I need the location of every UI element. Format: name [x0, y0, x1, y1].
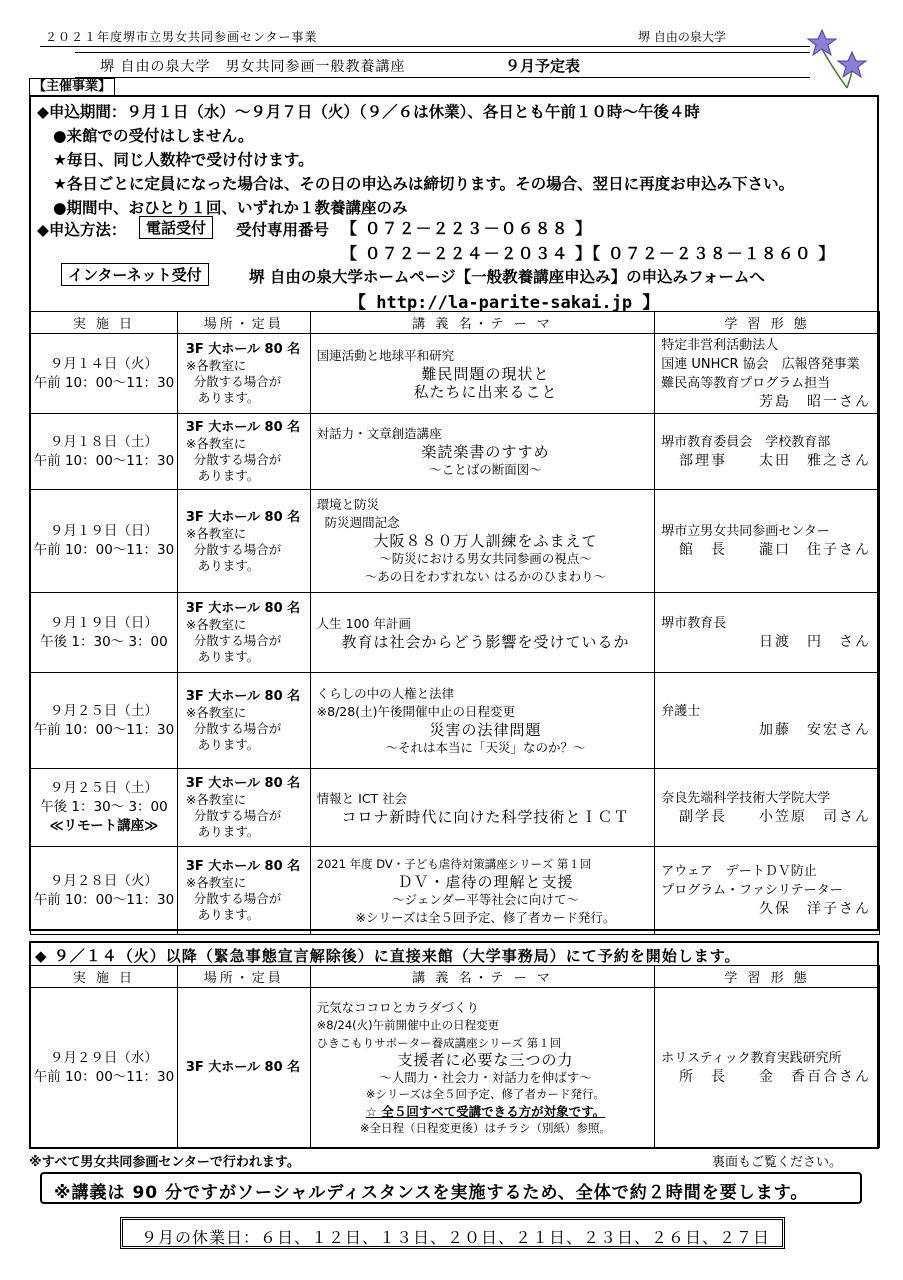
section2-box — [29, 941, 879, 1149]
internet-text: 堺 自由の泉大学ホームページ【一般教養講座申込み】の申込みフォームへ — [249, 268, 765, 286]
website-url[interactable]: 【 http://la-parite-sakai.jp 】 — [349, 293, 660, 313]
row-date: ９月２５日（土） — [49, 780, 158, 796]
see-back-note: 裏面もご覧ください。 — [712, 1155, 843, 1170]
holiday-text: ９月の休業日：６日、１２日、１３日、２０日、２１日、２３日、２６日、２７日 — [141, 1228, 771, 1247]
lecture-title-2: 私たちに出来ること — [413, 382, 558, 401]
speaker-role: 難民高等教育プログラム担当 — [661, 375, 831, 391]
col-date: 実 施 日 — [31, 312, 178, 334]
phone-box: 電話受付 — [139, 216, 213, 239]
remote-label: ≪リモート講座≫ — [49, 818, 159, 834]
row-time: 午後 1：30～ 3：00 — [40, 633, 168, 650]
row-time: 午前 10：00～11：30 — [33, 891, 175, 908]
lecture-title: 楽読楽書のすすめ — [421, 442, 550, 461]
application-period: ◆申込期間：９月１日（水）～９月７日（火）（９／６は休業）、各日とも午前１０時～午後４時 — [37, 103, 700, 121]
speaker-name: 加藤 安宏さん — [759, 721, 871, 738]
table-row — [31, 414, 880, 490]
speaker-name: 部理事 太田 雅之さん — [679, 452, 871, 469]
lecture-subtitle: ～人間力・社会力・対話力を伸ばす～ — [379, 1069, 592, 1085]
col-speaker: 学 習 形 態 — [655, 966, 880, 988]
lecture-category: 情報と ICT 社会 — [316, 790, 408, 806]
series-title: ひきこもりサポーター養成講座シリーズ 第１回 — [316, 1035, 562, 1050]
org-line: ２０２１年度堺市立男女共同参画センター事業 — [45, 30, 318, 44]
col-lecture: 講 義 名・テ ー マ — [310, 966, 655, 988]
place-note: ※各教室に — [185, 358, 247, 373]
lecture-subtitle: ～ジェンダー平等社会に向けて～ — [392, 891, 579, 907]
note-3: ★各日ごとに定員になった場合は、その日の申込みは締切ります。その場合、翌日に再度お申込み下さい。 — [53, 175, 795, 193]
place-note: あります。 — [197, 824, 260, 839]
lecture-category: 環境と防災 — [316, 497, 380, 512]
place-note: あります。 — [197, 737, 260, 752]
lecture-title: 教育は社会からどう影響を受けているか — [341, 632, 630, 651]
speaker-name: 日渡 円 さん — [759, 633, 871, 650]
speaker-name: 副学長 小笠原 司さん — [679, 808, 871, 825]
row-place: 3F 大ホール 80 名 — [185, 776, 301, 791]
row-place: 3F 大ホール 80 名 — [185, 689, 301, 704]
notice-banner — [40, 1172, 862, 1204]
lecture-subtitle: ～防災における男女共同参画の視点～ — [379, 551, 592, 566]
bellflower-icon — [802, 22, 872, 92]
place-note: ※各教室に — [185, 436, 247, 451]
university-name: 堺 自由の泉大学 — [638, 30, 726, 44]
place-note: ※各教室に — [185, 705, 247, 720]
lecture-note: ※8/24(火)午前開催中止の日程変更 — [316, 1017, 500, 1032]
page-title: 堺 自由の泉大学 男女共同参画一般教養講座 — [100, 59, 406, 75]
place-note: ※各教室に — [185, 525, 247, 541]
note-1: ●来館での受付はしません。 — [53, 127, 254, 145]
place-note: ※各教室に — [185, 792, 247, 807]
row-place: 3F 大ホール 80 名 — [185, 342, 301, 357]
place-note: あります。 — [197, 649, 260, 664]
lecture-category: 人生 100 年計画 — [316, 615, 411, 631]
phone-number-2: 【 ０７２－２２４－２０３４ 】【 ０７２－２３８－１８６０ 】 — [341, 244, 836, 263]
month-label: ９月予定表 — [505, 57, 581, 75]
place-note: あります。 — [197, 468, 260, 483]
place-note: あります。 — [197, 907, 260, 922]
lecture-note: ※8/28(土)午後開催中止の日程変更 — [316, 703, 515, 719]
speaker-name: 久保 洋子さん — [759, 901, 871, 917]
lecture-subtitle-2: ～あの日をわすれない はるかのひまわり～ — [364, 569, 607, 584]
speaker-org: アウェア デートＤＶ防止 — [661, 864, 817, 879]
table-header — [31, 966, 880, 988]
row-time: 午前 10：00～11：30 — [33, 542, 175, 558]
row-time: 午前 10：00～11：30 — [33, 721, 175, 738]
section2-heading: ◆ ９／１４（火）以降（緊急事態宣言解除後）に直接来館（大学事務局）にて予約を開始します。 — [35, 947, 741, 965]
row-time: 午前 10：00～11：30 — [33, 374, 175, 391]
table-row — [31, 593, 880, 673]
row-place: 3F 大ホール 80 名 — [185, 859, 301, 874]
series-note: ※シリーズは全５回予定、修了者カード発行。 — [365, 1086, 605, 1101]
section-tag: 【主催事業】 — [29, 78, 115, 96]
main-schedule-box — [29, 95, 879, 931]
lecture-subtitle: ～ことばの断面図～ — [429, 461, 542, 477]
eligibility-note: ☆ 全５回すべて受講できる方が対象です。 — [365, 1103, 606, 1119]
place-note: 分散する場合が — [193, 891, 282, 906]
row-place: 3F 大ホール 80 名 — [185, 601, 301, 616]
row-date: ９月２５日（土） — [49, 702, 158, 719]
place-note: 分散する場合が — [193, 541, 282, 557]
place-note: ※各教室に — [185, 875, 247, 890]
speaker-name: 館 長 瀧口 住子さん — [679, 542, 871, 558]
lecture-title: 支援者に必要な三つの力 — [397, 1050, 574, 1069]
col-date: 実 施 日 — [31, 966, 178, 988]
lecture-category: くらしの中の人権と法律 — [316, 685, 455, 701]
place-note: あります。 — [197, 557, 260, 573]
divider — [40, 46, 810, 47]
table-row — [31, 673, 880, 769]
speaker-org: 奈良先端科学技術大学院大学 — [661, 790, 831, 806]
row-time: 午後 1：30～ 3：00 — [40, 799, 168, 815]
col-place: 場所・定員 — [177, 966, 310, 988]
row-date: ９月２９日（水） — [49, 1049, 158, 1066]
lecture-category: 対話力・文章創造講座 — [316, 425, 442, 441]
row-time: 午前 10：00～11：30 — [33, 452, 175, 469]
lecture-category: 2021 年度 DV・子ども虐待対策講座シリーズ 第１回 — [316, 856, 592, 871]
title-bar — [75, 52, 810, 78]
schedule-note: ※全日程（日程変更後）はチラシ（別紙）参照。 — [359, 1120, 612, 1135]
method-label: ◆申込方法： — [37, 221, 127, 239]
place-note: 分散する場合が — [193, 721, 282, 736]
col-speaker: 学 習 形 態 — [655, 312, 880, 334]
internet-box: インターネット受付 — [61, 263, 209, 286]
lecture-subtitle: ～それは本当に「天災」なのか？～ — [385, 739, 586, 755]
row-time: 午前 10：00～11：30 — [33, 1068, 175, 1085]
speaker-org: 堺市教育委員会 学校教育部 — [661, 434, 831, 450]
row-date: ９月１９日（日） — [49, 523, 158, 539]
col-place: 場所・定員 — [177, 312, 310, 334]
lecture-title: 災害の法律問題 — [429, 720, 542, 739]
venue-note: ※すべて男女共同参画センターで行われます。 — [29, 1155, 300, 1170]
holiday-box — [120, 1217, 785, 1249]
place-note: 分散する場合が — [193, 808, 282, 823]
speaker-org-2: プログラム・ファシリテーター — [661, 883, 843, 898]
speaker-org-2: 国連 UNHCR 協会 広報啓発事業 — [661, 356, 860, 372]
place-note: ※各教室に — [185, 617, 247, 632]
row-date: ９月１８日（土） — [49, 433, 158, 450]
row-place: 3F 大ホール 80 名 — [185, 1060, 301, 1075]
phone-number-1: 【 ０７２－２２３－０６８８ 】 — [341, 219, 593, 238]
lecture-title: 大阪８８０万人訓練をふまえて — [373, 532, 598, 550]
lecture-category: 国連活動と地球平和研究 — [316, 347, 455, 363]
section2-table — [30, 965, 880, 1148]
note-4: ●期間中、おひとり１回、いずれか１教養講座のみ — [53, 199, 408, 217]
col-lecture: 講 義 名・テ ー マ — [310, 312, 655, 334]
table-row — [31, 847, 880, 935]
notice-text: ※講義は 90 分ですがソーシャルディスタンスを実施するため、全体で約２時間を要します。 — [54, 1183, 809, 1203]
speaker-org: ホリスティック教育実践研究所 — [661, 1050, 842, 1066]
lecture-title: 難民問題の現状と — [421, 364, 550, 383]
row-date: ９月１４日（火） — [49, 355, 158, 372]
speaker-org: 弁護士 — [661, 703, 701, 719]
place-note: あります。 — [197, 390, 260, 405]
speaker-org: 堺市教育長 — [661, 615, 727, 631]
row-place: 3F 大ホール 80 名 — [185, 509, 301, 525]
table-row — [31, 490, 880, 593]
lecture-title: ＤＶ・虐待の理解と支援 — [397, 872, 574, 891]
table-header — [31, 312, 880, 334]
phone-label: 受付専用番号 — [236, 221, 330, 239]
speaker-name: 所 長 金 香百合さん — [679, 1068, 871, 1085]
schedule-table — [30, 311, 880, 935]
row-date: ９月１９日（日） — [49, 614, 158, 631]
place-note: 分散する場合が — [193, 374, 282, 389]
lecture-note: 防災週間記念 — [324, 515, 400, 530]
place-note: 分散する場合が — [193, 633, 282, 648]
speaker-org: 堺市立男女共同参画センター — [661, 524, 830, 539]
lecture-title: コロナ新時代に向けた科学技術とＩＣＴ — [341, 807, 630, 826]
table-row — [31, 769, 880, 847]
table-row — [31, 988, 880, 1148]
note-2: ★毎日、同じ人数枠で受け付けます。 — [53, 151, 314, 169]
lecture-category: 元気なココロとカラダづくり — [316, 999, 480, 1015]
row-date: ９月２８日（火） — [49, 872, 158, 889]
table-row — [31, 334, 880, 414]
place-note: 分散する場合が — [193, 452, 282, 467]
row-place: 3F 大ホール 80 名 — [185, 420, 301, 435]
series-note: ※シリーズは全５回予定、修了者カード発行。 — [355, 909, 616, 925]
speaker-name: 芳島 昭一さん — [759, 393, 871, 410]
speaker-org: 特定非営利活動法人 — [661, 337, 779, 353]
